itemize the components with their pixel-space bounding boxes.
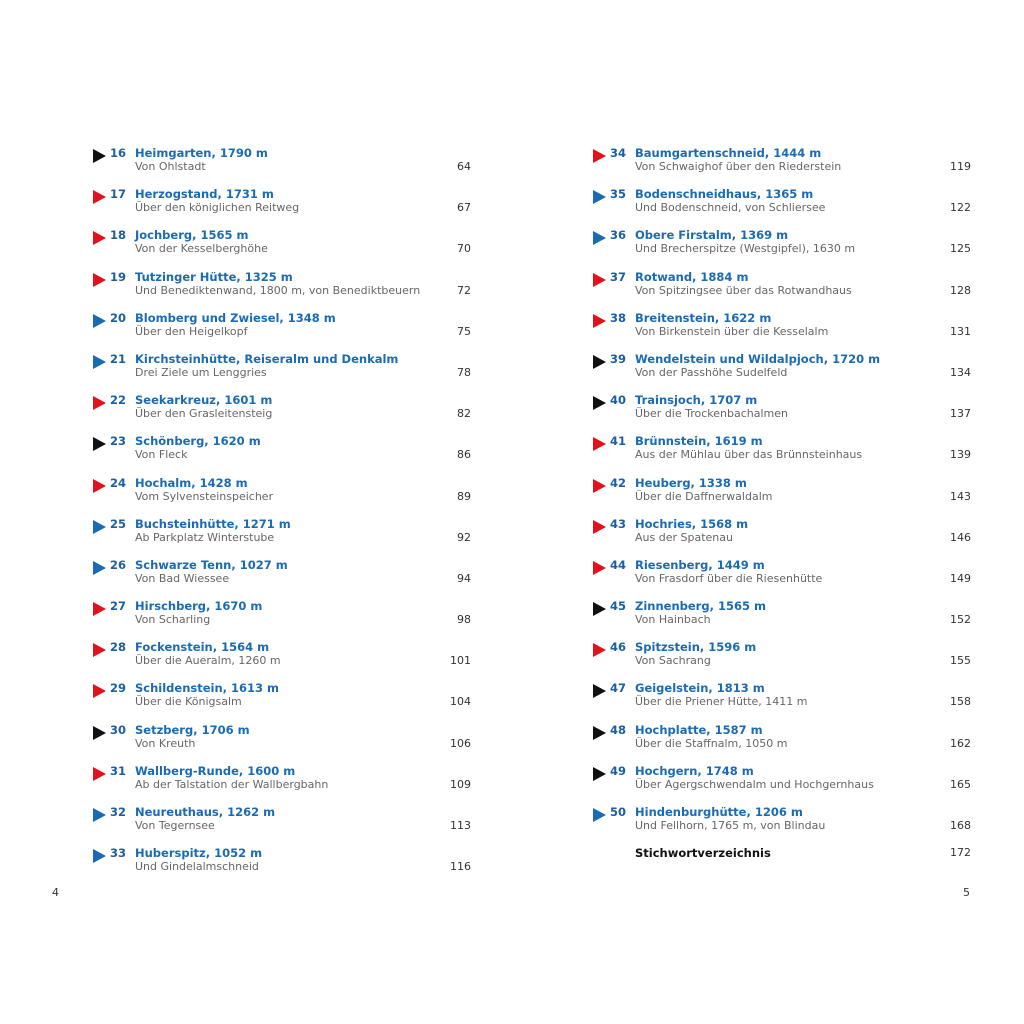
tour-subtitle: Von Hainbach [635, 613, 711, 627]
tour-number: 30 [110, 722, 127, 737]
tour-subtitle: Über den königlichen Reitweg [135, 201, 300, 215]
black-triangle-icon [593, 684, 606, 698]
tour-title: Hochalm, 1428 m [135, 475, 248, 490]
toc-entry[interactable] [93, 270, 471, 311]
page-ref: 86 [457, 448, 471, 462]
black-triangle-icon [93, 437, 106, 451]
black-triangle-icon [593, 602, 606, 616]
page-ref: 82 [457, 407, 471, 421]
toc-entry[interactable] [93, 640, 471, 681]
tour-title: Zinnenberg, 1565 m [635, 599, 766, 614]
page-ref: 146 [950, 530, 971, 544]
tour-number: 16 [110, 146, 127, 160]
page-ref: 89 [457, 489, 471, 503]
page-number-left: 4 [52, 886, 59, 899]
tour-number: 25 [110, 516, 127, 531]
page-ref: 116 [450, 860, 471, 874]
tour-number: 47 [610, 681, 627, 696]
index-page-ref: 172 [950, 846, 971, 860]
page-ref: 134 [950, 365, 971, 379]
tour-title: Schildenstein, 1613 m [135, 681, 280, 696]
tour-title: Breitenstein, 1622 m [635, 310, 772, 325]
tour-number: 35 [610, 187, 627, 202]
toc-entry[interactable] [593, 311, 971, 352]
tour-title: Schönberg, 1620 m [135, 434, 261, 449]
tour-title: Wendelstein und Wildalpjoch, 1720 m [635, 351, 881, 366]
tour-number: 45 [610, 599, 627, 614]
tour-title: Fockenstein, 1564 m [135, 640, 270, 655]
toc-entry[interactable] [593, 723, 971, 764]
tour-subtitle: Aus der Mühlau über das Brünnsteinhaus [635, 448, 863, 462]
tour-subtitle: Und Gindelalmschneid [135, 860, 259, 874]
tour-title: Hochgern, 1748 m [635, 763, 754, 778]
page-ref: 139 [950, 448, 971, 462]
tour-number: 33 [110, 846, 127, 861]
toc-entry[interactable] [593, 146, 971, 187]
tour-number: 31 [110, 763, 127, 778]
blue-triangle-icon [93, 520, 106, 534]
tour-title: Baumgartenschneid, 1444 m [635, 146, 822, 160]
red-triangle-icon [93, 684, 106, 698]
tour-title: Wallberg-Runde, 1600 m [135, 763, 296, 778]
tour-number: 42 [610, 475, 627, 490]
index-title: Stichwortverzeichnis [635, 846, 771, 861]
blue-triangle-icon [93, 314, 106, 328]
page-ref: 104 [450, 695, 471, 709]
tour-number: 24 [110, 475, 127, 490]
tour-number: 17 [110, 187, 127, 202]
toc-entry[interactable] [593, 476, 971, 517]
tour-subtitle: Von Spitzingsee über das Rotwandhaus [635, 283, 852, 297]
page-ref: 119 [950, 160, 971, 173]
page-ref: 101 [450, 654, 471, 668]
tour-number: 49 [610, 763, 627, 778]
tour-title: Hindenburghütte, 1206 m [635, 805, 803, 819]
toc-entry[interactable] [93, 434, 471, 475]
tour-subtitle: Über den Grasleitensteig [135, 407, 273, 421]
tour-title: Heimgarten, 1790 m [135, 146, 268, 160]
red-triangle-icon [93, 643, 106, 657]
black-triangle-icon [93, 149, 106, 163]
tour-subtitle: Und Brecherspitze (Westgipfel), 1630 m [635, 242, 856, 256]
red-triangle-icon [93, 479, 106, 493]
toc-entry[interactable] [93, 393, 471, 434]
red-triangle-icon [593, 314, 606, 328]
toc-entry[interactable] [93, 311, 471, 352]
tour-number: 22 [110, 393, 127, 408]
tour-title: Hochries, 1568 m [635, 516, 749, 531]
toc-entry[interactable] [593, 558, 971, 599]
red-triangle-icon [593, 149, 606, 163]
page-ref: 67 [457, 201, 471, 215]
tour-subtitle: Über die Aueralm, 1260 m [135, 654, 281, 668]
page-ref: 165 [950, 777, 971, 791]
toc-entry[interactable] [593, 228, 971, 269]
page-ref: 158 [950, 695, 971, 709]
page-ref: 94 [457, 571, 471, 585]
tour-title: Setzberg, 1706 m [135, 722, 250, 737]
toc-entry[interactable] [93, 146, 471, 187]
tour-subtitle: Ab Parkplatz Winterstube [135, 530, 275, 544]
toc-entry[interactable] [93, 352, 471, 393]
blue-triangle-icon [93, 355, 106, 369]
tour-title: Seekarkreuz, 1601 m [135, 393, 273, 408]
page-ref: 98 [457, 613, 471, 627]
tour-number: 41 [610, 434, 627, 449]
black-triangle-icon [93, 726, 106, 740]
toc-entry[interactable] [593, 805, 971, 846]
toc-entry[interactable] [93, 476, 471, 517]
toc-entry[interactable] [593, 599, 971, 640]
tour-title: Hirschberg, 1670 m [135, 599, 263, 614]
tour-subtitle: Von Bad Wiessee [135, 571, 230, 585]
tour-number: 43 [610, 516, 627, 531]
page-ref: 137 [950, 407, 971, 421]
red-triangle-icon [593, 520, 606, 534]
page-ref: 92 [457, 530, 471, 544]
page-ref: 155 [950, 654, 971, 668]
tour-subtitle: Über die Staffnalm, 1050 m [635, 736, 788, 750]
tour-title: Kirchsteinhütte, Reiseralm und Denkalm [135, 351, 399, 366]
tour-title: Hochplatte, 1587 m [635, 722, 763, 737]
page-ref: 131 [950, 324, 971, 338]
tour-subtitle: Von der Passhöhe Sudelfeld [635, 365, 788, 379]
toc-entry[interactable] [93, 805, 471, 846]
tour-subtitle: Von Birkenstein über die Kesselalm [635, 324, 829, 338]
tour-title: Riesenberg, 1449 m [635, 557, 765, 572]
toc-entry[interactable] [93, 558, 471, 599]
tour-subtitle: Und Bodenschneid, von Schliersee [635, 201, 826, 215]
tour-number: 38 [610, 310, 627, 325]
tour-title: Huberspitz, 1052 m [135, 846, 263, 861]
page-ref: 70 [457, 242, 471, 256]
tour-title: Rotwand, 1884 m [635, 269, 749, 284]
tour-title: Brünnstein, 1619 m [635, 434, 763, 449]
tour-title: Heuberg, 1338 m [635, 475, 747, 490]
page-ref: 64 [457, 160, 471, 173]
tour-subtitle: Von der Kesselberghöhe [135, 242, 268, 256]
tour-number: 37 [610, 269, 627, 284]
black-triangle-icon [593, 726, 606, 740]
tour-subtitle: Von Schwaighof über den Riederstein [635, 160, 842, 173]
tour-number: 36 [610, 228, 627, 243]
tour-title: Buchsteinhütte, 1271 m [135, 516, 291, 531]
tour-number: 39 [610, 351, 627, 366]
page-ref: 125 [950, 242, 971, 256]
page-ref: 75 [457, 324, 471, 338]
black-triangle-icon [593, 767, 606, 781]
tour-subtitle: Und Fellhorn, 1765 m, von Blindau [635, 819, 826, 832]
page-ref: 113 [450, 819, 471, 832]
toc-entry[interactable] [93, 846, 471, 887]
blue-triangle-icon [593, 231, 606, 245]
tour-number: 34 [610, 146, 627, 160]
toc-entry[interactable] [93, 723, 471, 764]
tour-number: 27 [110, 599, 127, 614]
tour-number: 40 [610, 393, 627, 408]
red-triangle-icon [593, 643, 606, 657]
toc-entry[interactable] [93, 764, 471, 805]
red-triangle-icon [93, 602, 106, 616]
page-ref: 109 [450, 777, 471, 791]
page-ref: 168 [950, 819, 971, 832]
page-number-right: 5 [963, 886, 970, 899]
toc-entry[interactable] [593, 393, 971, 434]
page-ref: 72 [457, 283, 471, 297]
tour-subtitle: Über die Königsalm [135, 695, 242, 709]
page-ref: 149 [950, 571, 971, 585]
black-triangle-icon [593, 355, 606, 369]
red-triangle-icon [93, 190, 106, 204]
tour-subtitle: Von Fleck [135, 448, 188, 462]
tour-title: Schwarze Tenn, 1027 m [135, 557, 288, 572]
tour-subtitle: Von Tegernsee [135, 819, 215, 832]
page-ref: 128 [950, 283, 971, 297]
tour-subtitle: Über die Priener Hütte, 1411 m [635, 695, 808, 709]
tour-subtitle: Und Benediktenwand, 1800 m, von Benediktbeuern [135, 283, 421, 297]
tour-subtitle: Ab der Talstation der Wallbergbahn [135, 777, 329, 791]
tour-subtitle: Über die Daffnerwaldalm [635, 489, 773, 503]
red-triangle-icon [593, 273, 606, 287]
toc-entry[interactable] [593, 640, 971, 681]
tour-title: Neureuthaus, 1262 m [135, 805, 276, 819]
toc-entry[interactable] [593, 352, 971, 393]
tour-number: 44 [610, 557, 627, 572]
tour-title: Spitzstein, 1596 m [635, 640, 757, 655]
page-ref: 78 [457, 365, 471, 379]
tour-subtitle: Von Sachrang [635, 654, 711, 668]
blue-triangle-icon [93, 561, 106, 575]
tour-title: Herzogstand, 1731 m [135, 187, 274, 202]
left-column [93, 146, 471, 887]
blue-triangle-icon [93, 808, 106, 822]
tour-number: 19 [110, 269, 127, 284]
toc-entry[interactable] [593, 517, 971, 558]
tour-number: 18 [110, 228, 127, 243]
red-triangle-icon [593, 437, 606, 451]
page-ref: 106 [450, 736, 471, 750]
index-entry[interactable] [593, 846, 971, 887]
tour-number: 23 [110, 434, 127, 449]
toc-entry[interactable] [593, 434, 971, 475]
tour-number: 32 [110, 805, 127, 819]
right-column [593, 146, 971, 887]
tour-title: Jochberg, 1565 m [135, 228, 249, 243]
tour-number: 28 [110, 640, 127, 655]
tour-subtitle: Von Frasdorf über die Riesenhütte [635, 571, 823, 585]
toc-entry[interactable] [93, 599, 471, 640]
toc-entry[interactable] [93, 517, 471, 558]
tour-number: 26 [110, 557, 127, 572]
tour-number: 50 [610, 805, 627, 819]
page-ref: 143 [950, 489, 971, 503]
toc-entry[interactable] [593, 270, 971, 311]
tour-title: Trainsjoch, 1707 m [635, 393, 758, 408]
tour-number: 29 [110, 681, 127, 696]
tour-title: Tutzinger Hütte, 1325 m [135, 269, 293, 284]
tour-subtitle: Aus der Spatenau [635, 530, 733, 544]
tour-title: Blomberg und Zwiesel, 1348 m [135, 310, 336, 325]
toc-entry[interactable] [593, 681, 971, 722]
tour-subtitle: Über Agergschwendalm und Hochgernhaus [635, 777, 874, 791]
tour-title: Geigelstein, 1813 m [635, 681, 765, 696]
red-triangle-icon [593, 561, 606, 575]
red-triangle-icon [93, 396, 106, 410]
tour-subtitle: Von Kreuth [135, 736, 196, 750]
blue-triangle-icon [93, 849, 106, 863]
tour-number: 21 [110, 351, 127, 366]
page-ref: 152 [950, 613, 971, 627]
tour-subtitle: Vom Sylvensteinspeicher [135, 489, 274, 503]
tour-subtitle: Von Ohlstadt [135, 160, 206, 173]
toc-entry[interactable] [93, 228, 471, 269]
tour-subtitle: Drei Ziele um Lenggries [135, 365, 267, 379]
tour-subtitle: Über die Trockenbachalmen [635, 407, 788, 421]
blue-triangle-icon [593, 190, 606, 204]
red-triangle-icon [93, 767, 106, 781]
page-ref: 122 [950, 201, 971, 215]
toc-entry[interactable] [593, 187, 971, 228]
blue-triangle-icon [593, 808, 606, 822]
red-triangle-icon [93, 273, 106, 287]
page-ref: 162 [950, 736, 971, 750]
tour-number: 46 [610, 640, 627, 655]
toc-entry[interactable] [93, 187, 471, 228]
tour-number: 20 [110, 310, 127, 325]
toc-entry[interactable] [93, 681, 471, 722]
black-triangle-icon [593, 396, 606, 410]
tour-title: Bodenschneidhaus, 1365 m [635, 187, 814, 202]
tour-subtitle: Über den Heigelkopf [135, 324, 248, 338]
tour-subtitle: Von Scharling [135, 613, 211, 627]
red-triangle-icon [593, 479, 606, 493]
toc-entry[interactable] [593, 764, 971, 805]
tour-title: Obere Firstalm, 1369 m [635, 228, 789, 243]
red-triangle-icon [93, 231, 106, 245]
tour-number: 48 [610, 722, 627, 737]
